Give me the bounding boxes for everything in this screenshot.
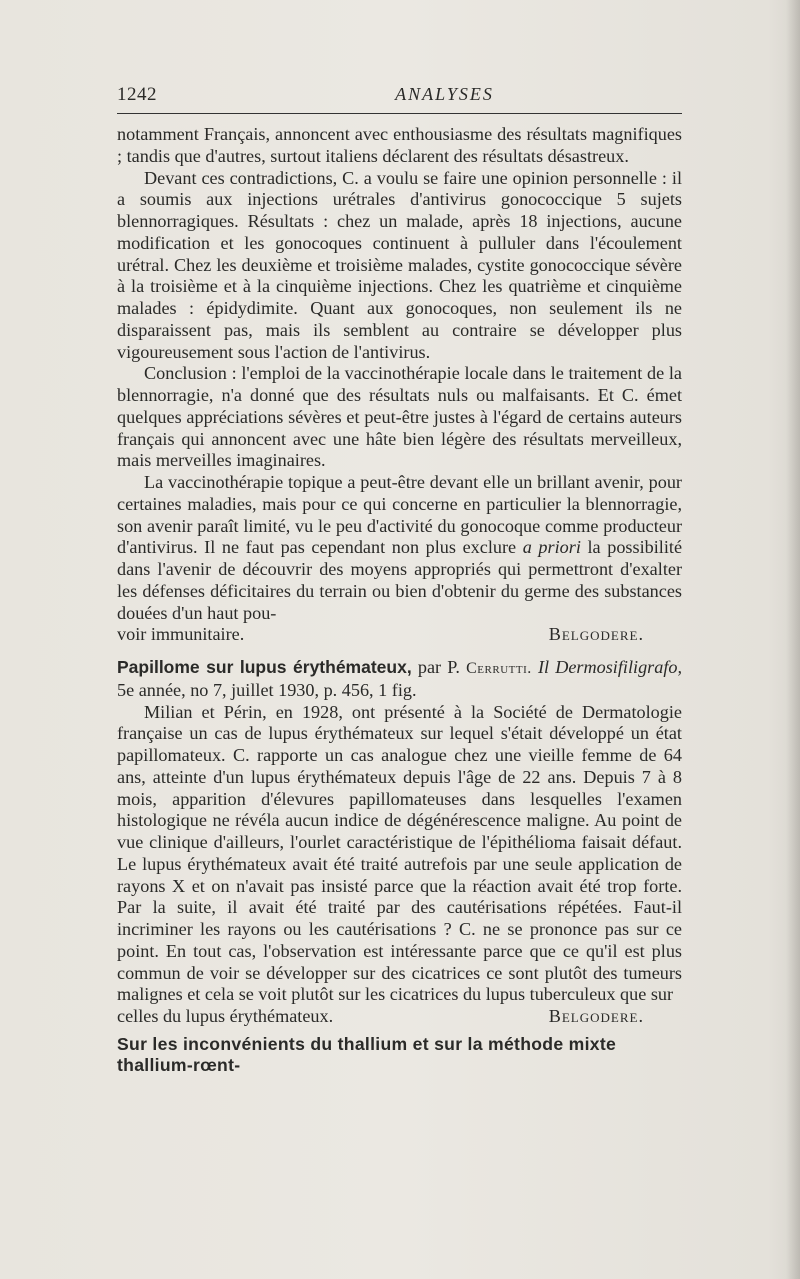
signature-line (117, 624, 682, 646)
paragraph: notamment Français, annoncent avec enthousiasme des résultats magnifiques ; tandis que d'autres, surtout italiens déclarent des résultats désastreux. (117, 124, 682, 166)
running-head: ANALYSES (395, 84, 494, 104)
journal-name: Il Dermosifiligrafo, (537, 657, 683, 677)
paragraph: Devant ces contradictions, C. a voulu se faire une opinion personnelle : il a soumis aux injections urétrales d'antivirus gonococcique 5 sujets blennorragiques. Résultats : chez un malade, après 18 injections, aucune modification et les gonocoques continuent à pulluler dans l'écoulement urétral. Chez les deuxième et troisième malades, cystite gonococcique sévère à la troisième et à la cinquième injections. Chez les quatrième et cinquième malades : épidydimite. Quant aux gonocoques, non seulement ils ne disparaissent pas, mais ils semblent au contraire se développer plus vigoureusement sous l'action de l'antivirus. (117, 167, 682, 362)
paragraph: Conclusion : l'emploi de la vaccinothérapie locale dans le traitement de la blennorragie, n'a donné que des résultats nuls ou malfaisants. Et C. émet quelques appréciations sévères et peut-être justes à l'égard de certains auteurs français qui annoncent avec une hâte bien légère des résultats merveilleux, mais merveilles imaginaires. (117, 363, 682, 471)
paragraph-text: La vaccinothérapie topique a peut-être devant elle un brillant avenir, pour certaines maladies, mais pour ce qui concerne en particulier la blennorragie, son avenir paraît limité, vu le peu d'activité du gonocoque comme producteur d'antivirus. Il ne faut pas cependant non plus exclure (117, 472, 682, 558)
reviewer-signature: Belgodere. (548, 1006, 644, 1026)
page-number: 1242 (117, 84, 157, 105)
page-header (117, 84, 682, 110)
italic-phrase: a priori (522, 537, 581, 558)
citation: 5e année, no 7, juillet 1930, p. 456, 1 fig. (117, 679, 417, 700)
paragraph (117, 472, 682, 624)
next-article-title: Sur les inconvénients du thallium et sur la méthode mixte thallium-rœnt- (117, 1033, 617, 1075)
reviewer-signature: Belgodere. (548, 624, 644, 645)
paragraph-last-line: celles du lupus érythémateux. (117, 1006, 334, 1026)
article-title: Papillome sur lupus érythémateux, (117, 657, 412, 677)
title-by: par P. (417, 657, 460, 677)
page-edge-shadow (786, 0, 800, 1279)
page-body (117, 124, 682, 1076)
header-rule (117, 113, 682, 114)
paragraph-last-line: voir immunitaire. (117, 624, 245, 645)
signature-line (117, 1006, 682, 1028)
article-author: Cerrutti. (466, 660, 532, 677)
article-heading (117, 657, 682, 702)
paragraph: Milian et Périn, en 1928, ont présenté à la Société de Dermatologie française un cas de lupus érythémateux sur lequel s'était développé un état papillomateux. C. rapporte un cas analogue chez une vieille femme de 64 ans, atteinte d'un lupus érythémateux depuis l'âge de 22 ans. Depuis 7 à 8 mois, apparition d'élevures papillomateuses dans lesquelles l'examen histologique ne révéla aucun indice de dégénérescence maligne. Au point de vue clinique d'ailleurs, l'ourlet caractéristique de l'épithélioma faisait défaut. Le lupus érythémateux avait été traité autrefois par une seule application de rayons X et on n'avait pas insisté parce que la réaction avait été trop forte. Par la suite, il avait été traité par des cautérisations répétées. Faut-il incriminer les rayons ou les cautérisations ? C. ne se prononce pas sur ce point. En tout cas, l'observation est intéressante parce que ce qu'il est plus commun de voir se développer sur des cicatrices ce sont plutôt des tumeurs malignes et cela se voit plutôt sur les cicatrices du lupus tuberculeux que sur (117, 701, 682, 1005)
paragraph-text: la possibilité dans l'avenir de découvrir des moyens appropriés qui permettront d'exalter les défenses déficitaires du terrain ou bien d'obtenir du germe des substances douées d'un haut pou- (117, 537, 683, 623)
